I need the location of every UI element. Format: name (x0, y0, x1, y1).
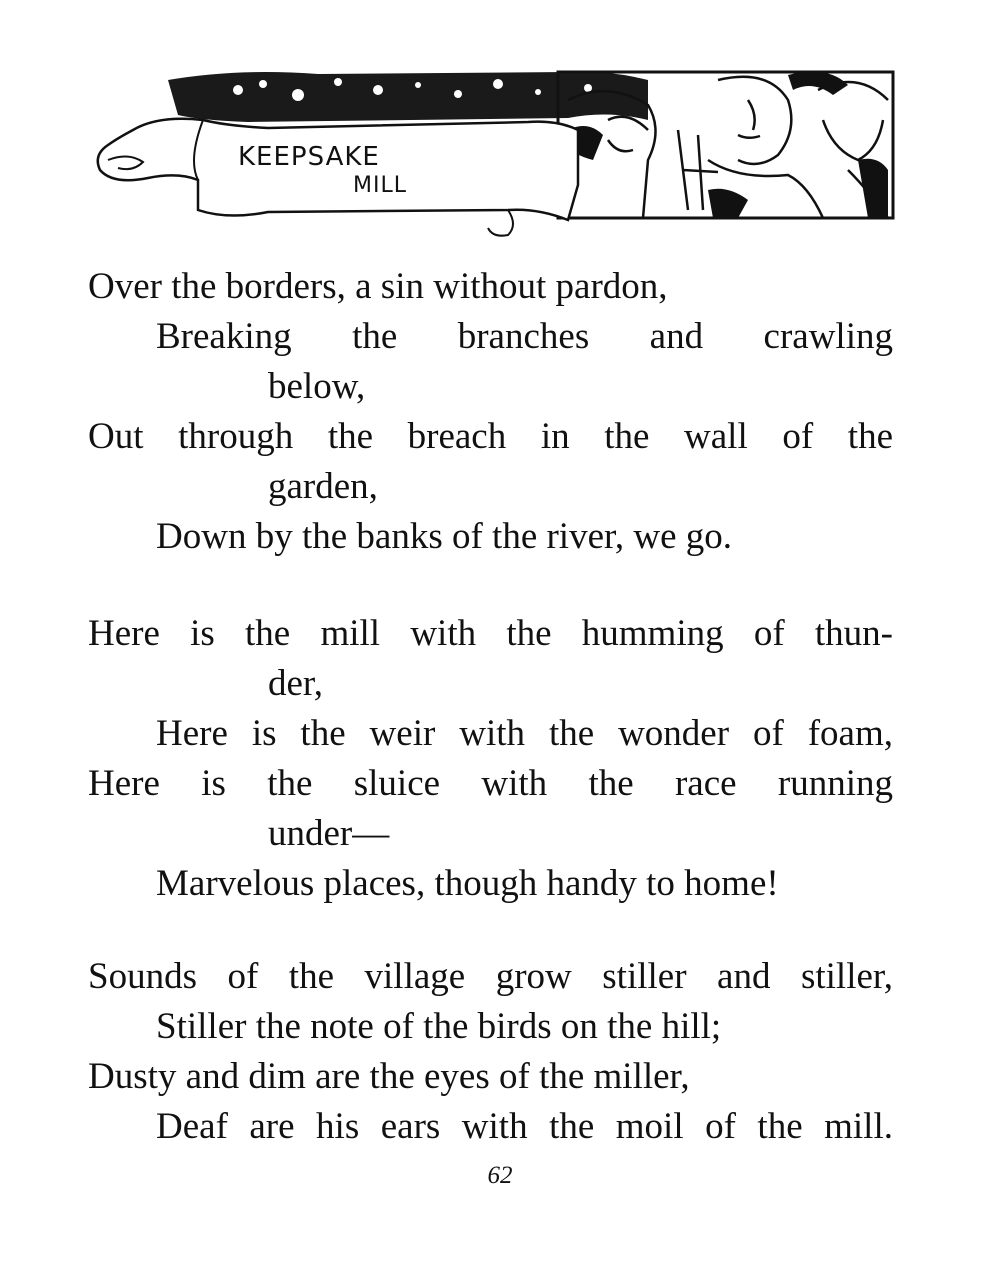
poem-line: Stiller the note of the birds on the hill; (156, 1006, 722, 1047)
poem-line: Here is the sluice with the race running (88, 763, 893, 804)
page-number: 62 (487, 1162, 513, 1189)
poem-line: Here is the weir with the wonder of foam, (156, 713, 893, 754)
poem-line: Sounds of the village grow stiller and stiller, (88, 956, 893, 997)
poem-line: Deaf are his ears with the moil of the mill. (156, 1106, 893, 1147)
poem-line: Marvelous places, though handy to home! (156, 863, 779, 904)
banner-title-line1: KEEPSAKE (238, 142, 380, 172)
poem-line: Dusty and dim are the eyes of the miller, (88, 1056, 690, 1097)
poem-line: Breaking the branches and crawling (156, 316, 893, 357)
poem-line: below, (268, 366, 366, 407)
poem-line: Over the borders, a sin without pardon, (88, 266, 668, 307)
banner-title-line2: MILL (353, 173, 407, 198)
poem-line: der, (268, 663, 324, 704)
poem-line: Out through the breach in the wall of the (88, 416, 893, 457)
poem-line: under— (268, 813, 390, 854)
poem-line: garden, (268, 466, 378, 507)
poem-line: Here is the mill with the humming of thun- (88, 613, 893, 654)
header-illustration (88, 60, 898, 240)
poem-line: Down by the banks of the river, we go. (156, 516, 732, 557)
